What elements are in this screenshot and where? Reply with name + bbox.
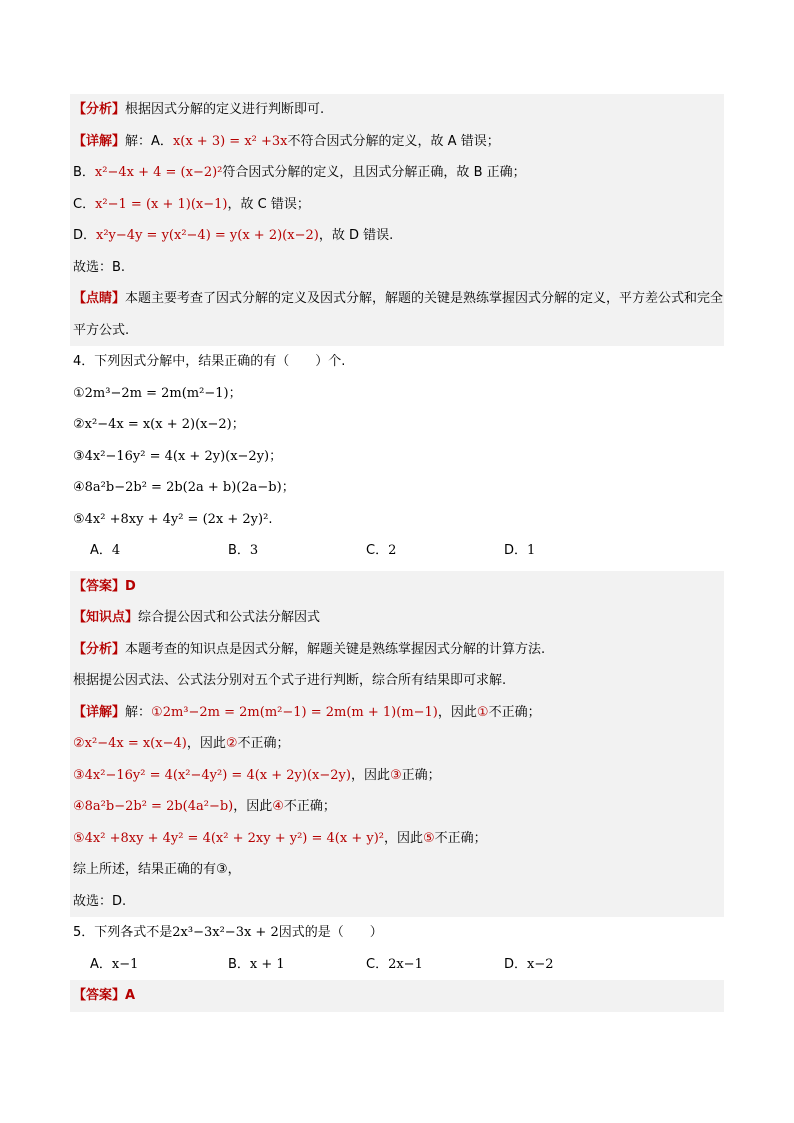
- option-a-letter: A: [447, 133, 457, 149]
- detail-intro: 解：: [125, 704, 152, 720]
- analysis-tag: 【分析】: [73, 641, 126, 657]
- answer-line: [70, 571, 724, 603]
- q5-option-a[interactable]: [90, 949, 228, 981]
- detail-end: 不正确；: [283, 799, 336, 814]
- detail-mid: ，因此: [437, 704, 477, 720]
- option-label: B．: [228, 956, 250, 972]
- item-end: ；: [231, 417, 245, 432]
- detail-mid: ，因此: [350, 767, 390, 783]
- item-math: 2m³−2m = 2m(m²−1): [84, 385, 229, 401]
- comment-text: 本题主要考查了因式分解的定义及因式分解，解题的关键是熟练掌握因式分解的定义，平方差公式和完全平方公式.: [73, 291, 724, 338]
- option-value: 4: [111, 543, 121, 558]
- document-page: [70, 94, 724, 1012]
- detail-number-ref: ①: [476, 704, 489, 720]
- option-c-text: ，故: [227, 196, 254, 212]
- q5-stem-pre: 5．下列各式不是: [73, 925, 173, 940]
- q4-option-c[interactable]: [366, 535, 504, 567]
- detail-line-b: [70, 157, 724, 189]
- item-end: .: [268, 511, 273, 527]
- detail-end: 不正确；: [434, 830, 487, 846]
- option-label: D．: [504, 543, 528, 558]
- summary-line: [70, 854, 724, 886]
- detail-mid: ，因此: [186, 736, 226, 751]
- detail-end: 正确；: [401, 767, 441, 783]
- q4-item: [70, 378, 724, 410]
- detail-line-d: [70, 220, 724, 252]
- detail-number-ref: ⑤: [423, 830, 435, 846]
- q4-item: [70, 472, 724, 504]
- option-value: 1: [527, 543, 536, 558]
- option-label: C．: [366, 543, 389, 558]
- choice-text: 故选：B.: [73, 259, 126, 275]
- option-c-end: 错误；: [270, 196, 310, 212]
- option-b-end: 正确；: [486, 165, 526, 180]
- item-math: 4x²−16y² = 4(x + 2y)(x−2y): [84, 448, 270, 464]
- option-value: 2x−1: [388, 956, 423, 972]
- comment-line: [70, 283, 724, 346]
- detail-intro: 解：: [125, 133, 152, 149]
- option-value: 2: [388, 543, 397, 558]
- q4-item: [70, 409, 724, 441]
- choice-text: 故选：D.: [73, 893, 127, 909]
- detail-end: 不正确；: [237, 736, 290, 751]
- detail-number: ②: [73, 736, 85, 751]
- option-label: A．: [90, 956, 112, 972]
- option-d-letter: D: [348, 228, 359, 243]
- option-label: B．: [228, 543, 250, 558]
- answer-tag: 【答案】: [73, 578, 126, 594]
- item-end: ；: [228, 385, 242, 401]
- summary-text: 综上所述，结果正确的有③，: [73, 862, 241, 877]
- item-math: 8a²b−2b² = 2b(2a + b)(2a−b): [84, 480, 282, 495]
- solution-block-q3: [70, 94, 724, 346]
- item-number: ④: [73, 480, 85, 495]
- answer-value: D: [125, 578, 136, 594]
- analysis-line: [70, 94, 724, 126]
- analysis-text: 本题考查的知识点是因式分解，解题关键是熟练掌握因式分解的计算方法.: [125, 641, 546, 657]
- question-4: [70, 346, 724, 567]
- analysis-line: [70, 634, 724, 666]
- detail-line: [70, 791, 724, 823]
- q4-stem-text: 4．下列因式分解中，结果正确的有（ ）个.: [73, 354, 346, 369]
- option-d-text: ，故: [318, 228, 345, 243]
- q5-stem: [70, 917, 724, 949]
- option-value: 3: [249, 543, 259, 558]
- solution-block-q5: [70, 980, 724, 1012]
- option-a-math: x(x + 3) = x² +3x: [172, 133, 288, 149]
- q4-option-b[interactable]: [228, 535, 366, 567]
- option-b-text: 符合因式分解的定义，且因式分解正确，故: [222, 165, 470, 180]
- item-end: ；: [281, 480, 295, 495]
- q5-stem-post: 因式的是（ ）: [278, 925, 383, 940]
- q4-item: [70, 441, 724, 473]
- q4-option-a[interactable]: [90, 535, 228, 567]
- detail-tag: 【详解】: [73, 133, 126, 149]
- option-c-label: C．: [73, 196, 96, 212]
- option-a-end: 错误；: [460, 133, 500, 149]
- detail-tag: 【详解】: [73, 704, 126, 720]
- item-number: ③: [73, 448, 85, 464]
- detail-number-ref: ②: [225, 736, 238, 751]
- detail-mid: ，因此: [383, 830, 423, 846]
- detail-number: ④: [73, 799, 85, 814]
- detail-line: [70, 728, 724, 760]
- item-number: ⑤: [73, 511, 85, 527]
- detail-number: ⑤: [73, 830, 85, 846]
- detail-line: [70, 823, 724, 855]
- option-label: D．: [504, 956, 528, 972]
- knowledge-line: [70, 602, 724, 634]
- solution-block-q4: [70, 571, 724, 918]
- option-a-label: A．: [151, 133, 173, 149]
- knowledge-text: 综合提公因式和公式法分解因式: [138, 610, 321, 625]
- detail-mid: ，因此: [233, 799, 273, 814]
- detail-line: [70, 697, 724, 729]
- option-b-label: B．: [73, 165, 95, 180]
- answer-line: [70, 980, 724, 1012]
- q4-stem: [70, 346, 724, 378]
- choice-line: [70, 886, 724, 918]
- analysis-tag: 【分析】: [73, 102, 126, 117]
- detail-line: [70, 760, 724, 792]
- detail-line-a: [70, 126, 724, 158]
- detail-end: 不正确；: [488, 704, 541, 720]
- detail-number-ref: ③: [389, 767, 402, 783]
- item-end: ；: [269, 448, 283, 464]
- q5-stem-math: 2x³−3x²−3x + 2: [172, 925, 279, 940]
- detail-number: ③: [73, 767, 85, 783]
- detail-math: 4x²−16y² = 4(x²−4y²) = 4(x + 2y)(x−2y): [84, 767, 351, 783]
- q5-option-c[interactable]: [366, 949, 504, 981]
- detail-math: x²−4x = x(x−4): [84, 736, 187, 751]
- option-d-label: D．: [73, 228, 97, 243]
- option-label: A．: [90, 543, 112, 558]
- knowledge-tag: 【知识点】: [73, 610, 139, 625]
- item-number: ②: [73, 417, 85, 432]
- q5-options: [70, 949, 724, 981]
- answer-tag: 【答案】: [73, 988, 126, 1003]
- option-value: x + 1: [249, 956, 285, 972]
- option-d-end: 错误.: [363, 228, 394, 243]
- option-b-math: x²−4x + 4 = (x−2)²: [94, 165, 223, 180]
- option-d-math: x²y−4y = y(x²−4) = y(x + 2)(x−2): [96, 228, 319, 243]
- option-value: x−1: [111, 956, 139, 972]
- q5-option-b[interactable]: [228, 949, 366, 981]
- analysis-line-2: [70, 665, 724, 697]
- answer-value: A: [125, 988, 136, 1003]
- q4-item: [70, 504, 724, 536]
- detail-line-c: [70, 189, 724, 221]
- item-number: ①: [73, 385, 85, 401]
- option-c-letter: C: [257, 196, 267, 212]
- choice-line: [70, 252, 724, 284]
- question-5: [70, 917, 724, 980]
- detail-number-ref: ④: [272, 799, 284, 814]
- q4-option-d[interactable]: [504, 535, 642, 567]
- comment-tag: 【点睛】: [73, 291, 126, 306]
- detail-math: 2m³−2m = 2m(m²−1) = 2m(m + 1)(m−1): [162, 704, 438, 720]
- q4-options: [70, 535, 724, 567]
- analysis-text-2: 根据提公因式法、公式法分别对五个式子进行判断，综合所有结果即可求解.: [73, 673, 507, 688]
- analysis-text: 根据因式分解的定义进行判断即可.: [125, 102, 325, 117]
- option-label: C．: [366, 956, 389, 972]
- option-value: x−2: [527, 956, 554, 972]
- detail-math: 8a²b−2b² = 2b(4a²−b): [84, 799, 234, 814]
- option-b-letter: B: [473, 165, 483, 180]
- option-c-math: x²−1 = (x + 1)(x−1): [95, 196, 228, 212]
- detail-math: 4x² +8xy + 4y² = 4(x² + 2xy + y²) = 4(x + y)²: [84, 830, 384, 846]
- item-math: x²−4x = x(x + 2)(x−2): [84, 417, 232, 432]
- item-math: 4x² +8xy + 4y² = (2x + 2y)²: [84, 511, 269, 527]
- q5-option-d[interactable]: [504, 949, 642, 981]
- detail-number: ①: [151, 704, 163, 720]
- option-a-text: 不符合因式分解的定义，故: [287, 133, 444, 149]
